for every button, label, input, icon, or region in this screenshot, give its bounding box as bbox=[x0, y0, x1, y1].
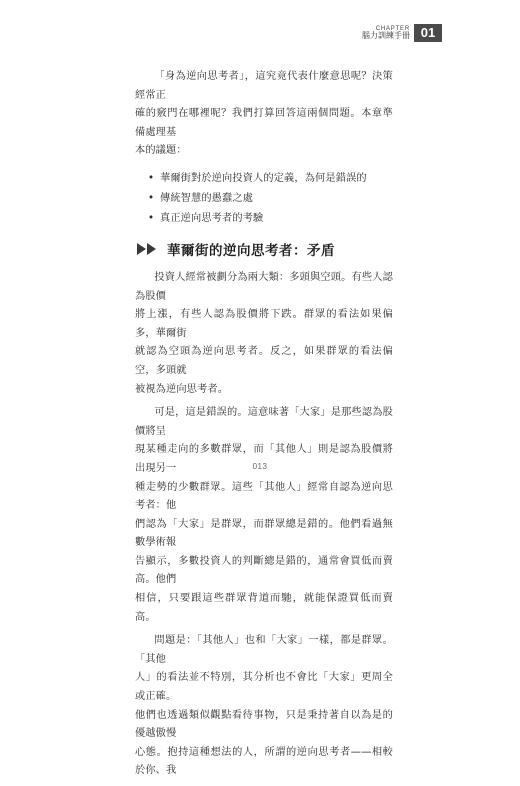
topic-text: 真正逆向思考者的考驗 bbox=[160, 212, 264, 224]
topic-text: 傳統智慧的愚蠢之處 bbox=[160, 192, 254, 204]
body-paragraph: 可是，這是錯誤的。這意味著「大家」是那些認為股價將呈 現某種走向的多數群眾，而「其他人」則是認為股價將出現另一 種走勢的少數群眾。這些「其他人」經常自認為逆向思考者：他 們認為「大家」是群眾，而群眾總是錯的。他們看過無數學術報 告顯示，多數投資人的判斷總是錯的，通常會買低而賣高。他們 相信，只要跟這些群眾背道而馳，就能保證買低而賣高。 bbox=[135, 407, 393, 623]
intro-paragraph: 「身為逆向思考者」，這究竟代表什麼意思呢？決策經常正 確的竅門在哪裡呢？我們打算回答這兩個問題。本章準備處理基 本的議題： bbox=[135, 71, 393, 157]
page-number: 013 bbox=[252, 462, 268, 471]
section-heading-text: 華爾街的逆向思考者：矛盾 bbox=[167, 242, 335, 259]
chapter-title: 腦力訓練手冊 bbox=[362, 30, 410, 40]
chapter-text-block bbox=[362, 26, 410, 41]
bullet-marker: • bbox=[148, 172, 155, 184]
topic-text: 華爾街對於逆向投資人的定義，為何是錯誤的 bbox=[160, 172, 367, 184]
topic-list-item bbox=[148, 209, 393, 229]
page-content bbox=[135, 68, 393, 786]
bullet-marker: • bbox=[148, 212, 155, 224]
chapter-number-badge: 01 bbox=[414, 24, 442, 42]
bullet-marker: • bbox=[148, 192, 155, 204]
section-heading bbox=[135, 239, 393, 259]
body-paragraph: 投資人經常被劃分為兩大類：多頭與空頭。有些人認為股價 將上漲，有些人認為股價將下跌。群眾的看法如果偏多，華爾街 就認為空頭為逆向思考者。反之，如果群眾的看法偏空，多頭就 被視為逆向思考者。 bbox=[135, 271, 393, 395]
topic-list-item bbox=[148, 169, 393, 189]
body-paragraph: 問題是：「其他人」也和「大家」一樣，都是群眾。「其他 人」的看法並不特別，其分析也不會比「大家」更周全或正確。 他們也透過類似觀點看待事物，只是秉持著自以為是的優越傲慢 心態。抱持這種想法的人，所謂的逆向思考者——相較於你、我 bbox=[135, 635, 393, 777]
double-chevron-right-icon bbox=[135, 242, 161, 256]
chapter-header bbox=[362, 24, 442, 42]
chapter-label: CHAPTER bbox=[375, 25, 410, 32]
topic-list bbox=[135, 169, 393, 229]
topic-list-item bbox=[148, 189, 393, 209]
